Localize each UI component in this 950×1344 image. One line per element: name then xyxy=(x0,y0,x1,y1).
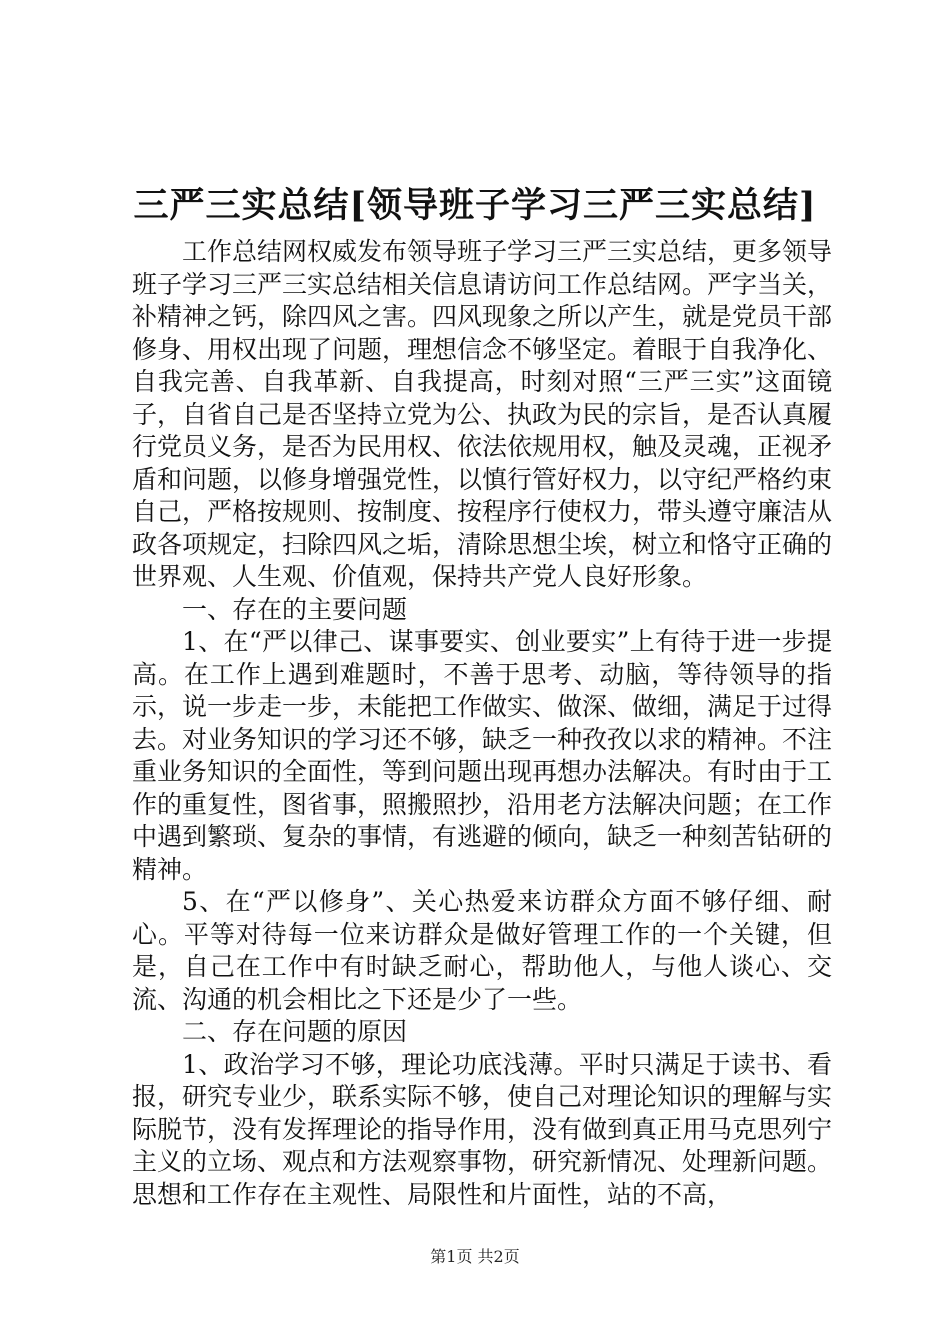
document-title: 三严三实总结[领导班子学习三严三实总结] xyxy=(133,185,817,226)
section-heading-causes: 二、存在问题的原因 xyxy=(182,1017,408,1046)
section-heading-problems: 一、存在的主要问题 xyxy=(182,594,408,624)
page-number: 第1页 共2页 xyxy=(430,1247,520,1266)
intro-paragraph: 工作总结网权威发布领导班子学习三严三实总结，更多领导班子学习三严三实总结相关信息请访问工作总结网。严字当关，补精神之钙，除四风之害。四风现象之所以产生，就是党员干部修身、用权出现了问题，理想信念不够坚定。着眼于自我净化、自我完善、自我革新、自我提高，时刻对照“三严三实”这面镜子，自省自己是否坚持立党为公、执政为民的宗旨，是否认真履行党员义务，是否为民用权、依法依规用权，触及灵魂，正视矛盾和问题，以修身增强党性，以慎行管好权力，以守纪严格约束自己，严格按规则、按制度、按程序行使权力，带头遵守廉洁从政各项规定，扫除四风之垢，清除思想尘埃，树立和恪守正确的世界观、人生观、价值观，保持共产党人良好形象。 xyxy=(132,237,833,591)
document-body xyxy=(132,236,832,1211)
problem-item-5: 5、在“严以修身”、关心热爱来访群众方面不够仔细、耐心。平等对待每一位来访群众是做好管理工作的一个关键，但是，自己在工作中有时缺乏耐心，帮助他人，与他人谈心、交流、沟通的机会相比之下还是少了一些。 xyxy=(132,887,832,1014)
problem-item-1: 1、在“严以律己、谋事要实、创业要实”上有待于进一步提高。在工作上遇到难题时，不善于思考、动脑，等待领导的指示，说一步走一步，未能把工作做实、做深、做细，满足于过得去。对业务知识的学习还不够，缺乏一种孜孜以求的精神。不注重业务知识的全面性，等到问题出现再想办法解决。有时由于工作的重复性，图省事，照搬照抄，沿用老方法解决问题；在工作中遇到繁琐、复杂的事情，有逃避的倾向，缺乏一种刻苦钻研的精神。 xyxy=(132,627,833,884)
cause-item-1: 1、政治学习不够，理论功底浅薄。平时只满足于读书、看报，研究专业少，联系实际不够，使自己对理论知识的理解与实际脱节，没有发挥理论的指导作用，没有做到真正用马克思列宁主义的立场、观点和方法观察事物，研究新情况、处理新问题。思想和工作存在主观性、局限性和片面性，站的不高， xyxy=(132,1049,833,1209)
